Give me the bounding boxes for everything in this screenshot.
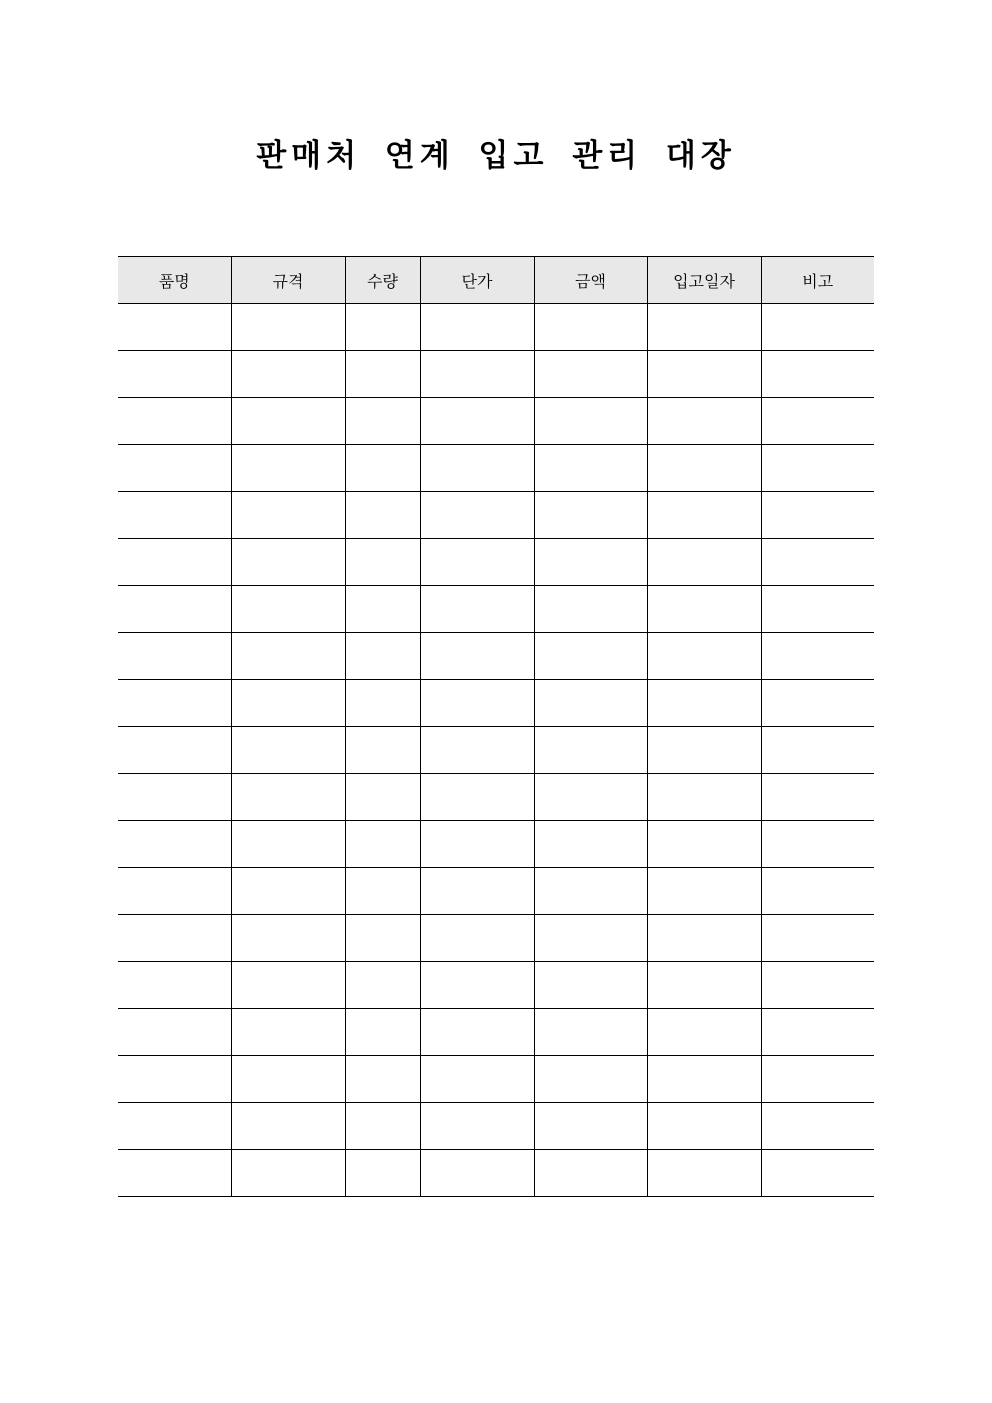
table-cell[interactable] [534,821,647,868]
table-cell[interactable] [420,915,534,962]
table-cell[interactable] [534,539,647,586]
table-cell[interactable] [534,1150,647,1197]
table-row [118,868,874,915]
table-cell[interactable] [420,1009,534,1056]
table-cell[interactable] [231,445,345,492]
table-cell[interactable] [420,351,534,398]
table-cell[interactable] [345,445,420,492]
table-cell[interactable] [231,962,345,1009]
table-cell[interactable] [420,868,534,915]
table-cell[interactable] [420,1056,534,1103]
table-row [118,492,874,539]
table-cell[interactable] [534,962,647,1009]
column-header-receipt-date: 입고일자 [647,257,761,304]
table-cell[interactable] [761,304,874,351]
table-cell[interactable] [345,398,420,445]
table-cell[interactable] [420,492,534,539]
column-header-amount: 금액 [534,257,647,304]
table-cell[interactable] [231,821,345,868]
table-cell[interactable] [118,539,231,586]
table-cell[interactable] [345,821,420,868]
table-body [118,304,874,1197]
table-cell[interactable] [345,492,420,539]
column-header-unit-price: 단가 [420,257,534,304]
table-cell[interactable] [345,680,420,727]
table-cell[interactable] [534,633,647,680]
table-row [118,1056,874,1103]
table-row [118,727,874,774]
table-cell[interactable] [118,304,231,351]
table-cell[interactable] [420,398,534,445]
table-cell[interactable] [647,1056,761,1103]
table-cell[interactable] [647,1103,761,1150]
table-row [118,445,874,492]
table-row [118,915,874,962]
column-header-item-name: 품명 [118,257,231,304]
table-cell[interactable] [420,821,534,868]
table-cell[interactable] [231,1009,345,1056]
table-cell[interactable] [231,492,345,539]
table-row [118,539,874,586]
table-cell[interactable] [231,1056,345,1103]
table-cell[interactable] [345,539,420,586]
table-cell[interactable] [761,445,874,492]
table-cell[interactable] [231,868,345,915]
table-cell[interactable] [231,680,345,727]
table-cell[interactable] [420,445,534,492]
table-cell[interactable] [118,868,231,915]
table-row [118,586,874,633]
table-row [118,398,874,445]
table-row [118,1009,874,1056]
table-cell[interactable] [420,774,534,821]
table-cell[interactable] [345,1103,420,1150]
table-cell[interactable] [420,1150,534,1197]
table-cell[interactable] [420,1103,534,1150]
table-cell[interactable] [761,1150,874,1197]
table-cell[interactable] [647,351,761,398]
table-row [118,633,874,680]
column-header-remarks: 비고 [761,257,874,304]
table-cell[interactable] [647,915,761,962]
table-cell[interactable] [647,680,761,727]
table-cell[interactable] [345,727,420,774]
table-cell[interactable] [761,351,874,398]
inventory-ledger-table [118,256,874,1197]
table-cell[interactable] [534,1009,647,1056]
table-cell[interactable] [231,539,345,586]
table-cell[interactable] [231,304,345,351]
table-cell[interactable] [534,680,647,727]
column-header-quantity: 수량 [345,257,420,304]
table-cell[interactable] [345,774,420,821]
table-cell[interactable] [761,915,874,962]
table-cell[interactable] [534,351,647,398]
table-cell[interactable] [345,962,420,1009]
table-cell[interactable] [420,539,534,586]
table-cell[interactable] [231,633,345,680]
table-cell[interactable] [761,492,874,539]
table-cell[interactable] [118,1103,231,1150]
table-cell[interactable] [534,304,647,351]
table-cell[interactable] [647,774,761,821]
table-cell[interactable] [118,586,231,633]
table-cell[interactable] [118,633,231,680]
table-cell[interactable] [118,1056,231,1103]
table-cell[interactable] [420,680,534,727]
table-cell[interactable] [231,774,345,821]
table-row [118,962,874,1009]
table-row [118,680,874,727]
table-cell[interactable] [534,492,647,539]
table-cell[interactable] [420,633,534,680]
table-cell[interactable] [118,680,231,727]
table-cell[interactable] [647,492,761,539]
table-cell[interactable] [345,1150,420,1197]
table-cell[interactable] [534,727,647,774]
table-cell[interactable] [118,445,231,492]
table-cell[interactable] [534,586,647,633]
table-cell[interactable] [345,304,420,351]
table-cell[interactable] [118,1150,231,1197]
table-cell[interactable] [761,586,874,633]
table-header-row [118,257,874,304]
table-cell[interactable] [647,962,761,1009]
table-cell[interactable] [761,398,874,445]
table-cell[interactable] [345,586,420,633]
table-cell[interactable] [761,962,874,1009]
table-cell[interactable] [345,868,420,915]
page-title: 판매처 연계 입고 관리 대장 [256,138,736,174]
table-cell[interactable] [647,821,761,868]
table-cell[interactable] [118,962,231,1009]
table-cell[interactable] [647,304,761,351]
table-cell[interactable] [647,586,761,633]
table-cell[interactable] [345,915,420,962]
table-cell[interactable] [534,1056,647,1103]
table-cell[interactable] [534,774,647,821]
table-cell[interactable] [118,398,231,445]
table-cell[interactable] [420,586,534,633]
table-cell[interactable] [118,821,231,868]
table-cell[interactable] [761,774,874,821]
table-cell[interactable] [231,351,345,398]
table-cell[interactable] [761,539,874,586]
table-cell[interactable] [761,1056,874,1103]
table-cell[interactable] [534,915,647,962]
table-cell[interactable] [420,962,534,1009]
table-cell[interactable] [345,633,420,680]
table-cell[interactable] [231,915,345,962]
table-cell[interactable] [647,1150,761,1197]
table-cell[interactable] [118,774,231,821]
table-row [118,1103,874,1150]
table-cell[interactable] [647,539,761,586]
table-row [118,304,874,351]
table-cell[interactable] [420,304,534,351]
table-row [118,1150,874,1197]
table-cell[interactable] [118,492,231,539]
table-row [118,774,874,821]
table-cell[interactable] [647,445,761,492]
table-cell[interactable] [761,633,874,680]
table-cell[interactable] [345,1009,420,1056]
table-cell[interactable] [761,1103,874,1150]
table-cell[interactable] [647,633,761,680]
table-cell[interactable] [761,868,874,915]
table-cell[interactable] [231,1150,345,1197]
table-cell[interactable] [761,821,874,868]
table-cell[interactable] [761,727,874,774]
table-cell[interactable] [647,868,761,915]
column-header-spec: 규격 [231,257,345,304]
table-cell[interactable] [231,398,345,445]
table-cell[interactable] [118,1009,231,1056]
table-row [118,821,874,868]
table-cell[interactable] [761,680,874,727]
table-cell[interactable] [534,445,647,492]
table-cell[interactable] [647,727,761,774]
table-cell[interactable] [345,351,420,398]
table-cell[interactable] [231,586,345,633]
table-cell[interactable] [118,727,231,774]
table-cell[interactable] [118,915,231,962]
table-cell[interactable] [647,1009,761,1056]
table-row [118,351,874,398]
table-cell[interactable] [231,727,345,774]
table-cell[interactable] [534,398,647,445]
table-cell[interactable] [118,351,231,398]
table-cell[interactable] [420,727,534,774]
table-cell[interactable] [534,1103,647,1150]
table-cell[interactable] [534,868,647,915]
table-cell[interactable] [231,1103,345,1150]
table-cell[interactable] [345,1056,420,1103]
table-cell[interactable] [647,398,761,445]
table-cell[interactable] [761,1009,874,1056]
